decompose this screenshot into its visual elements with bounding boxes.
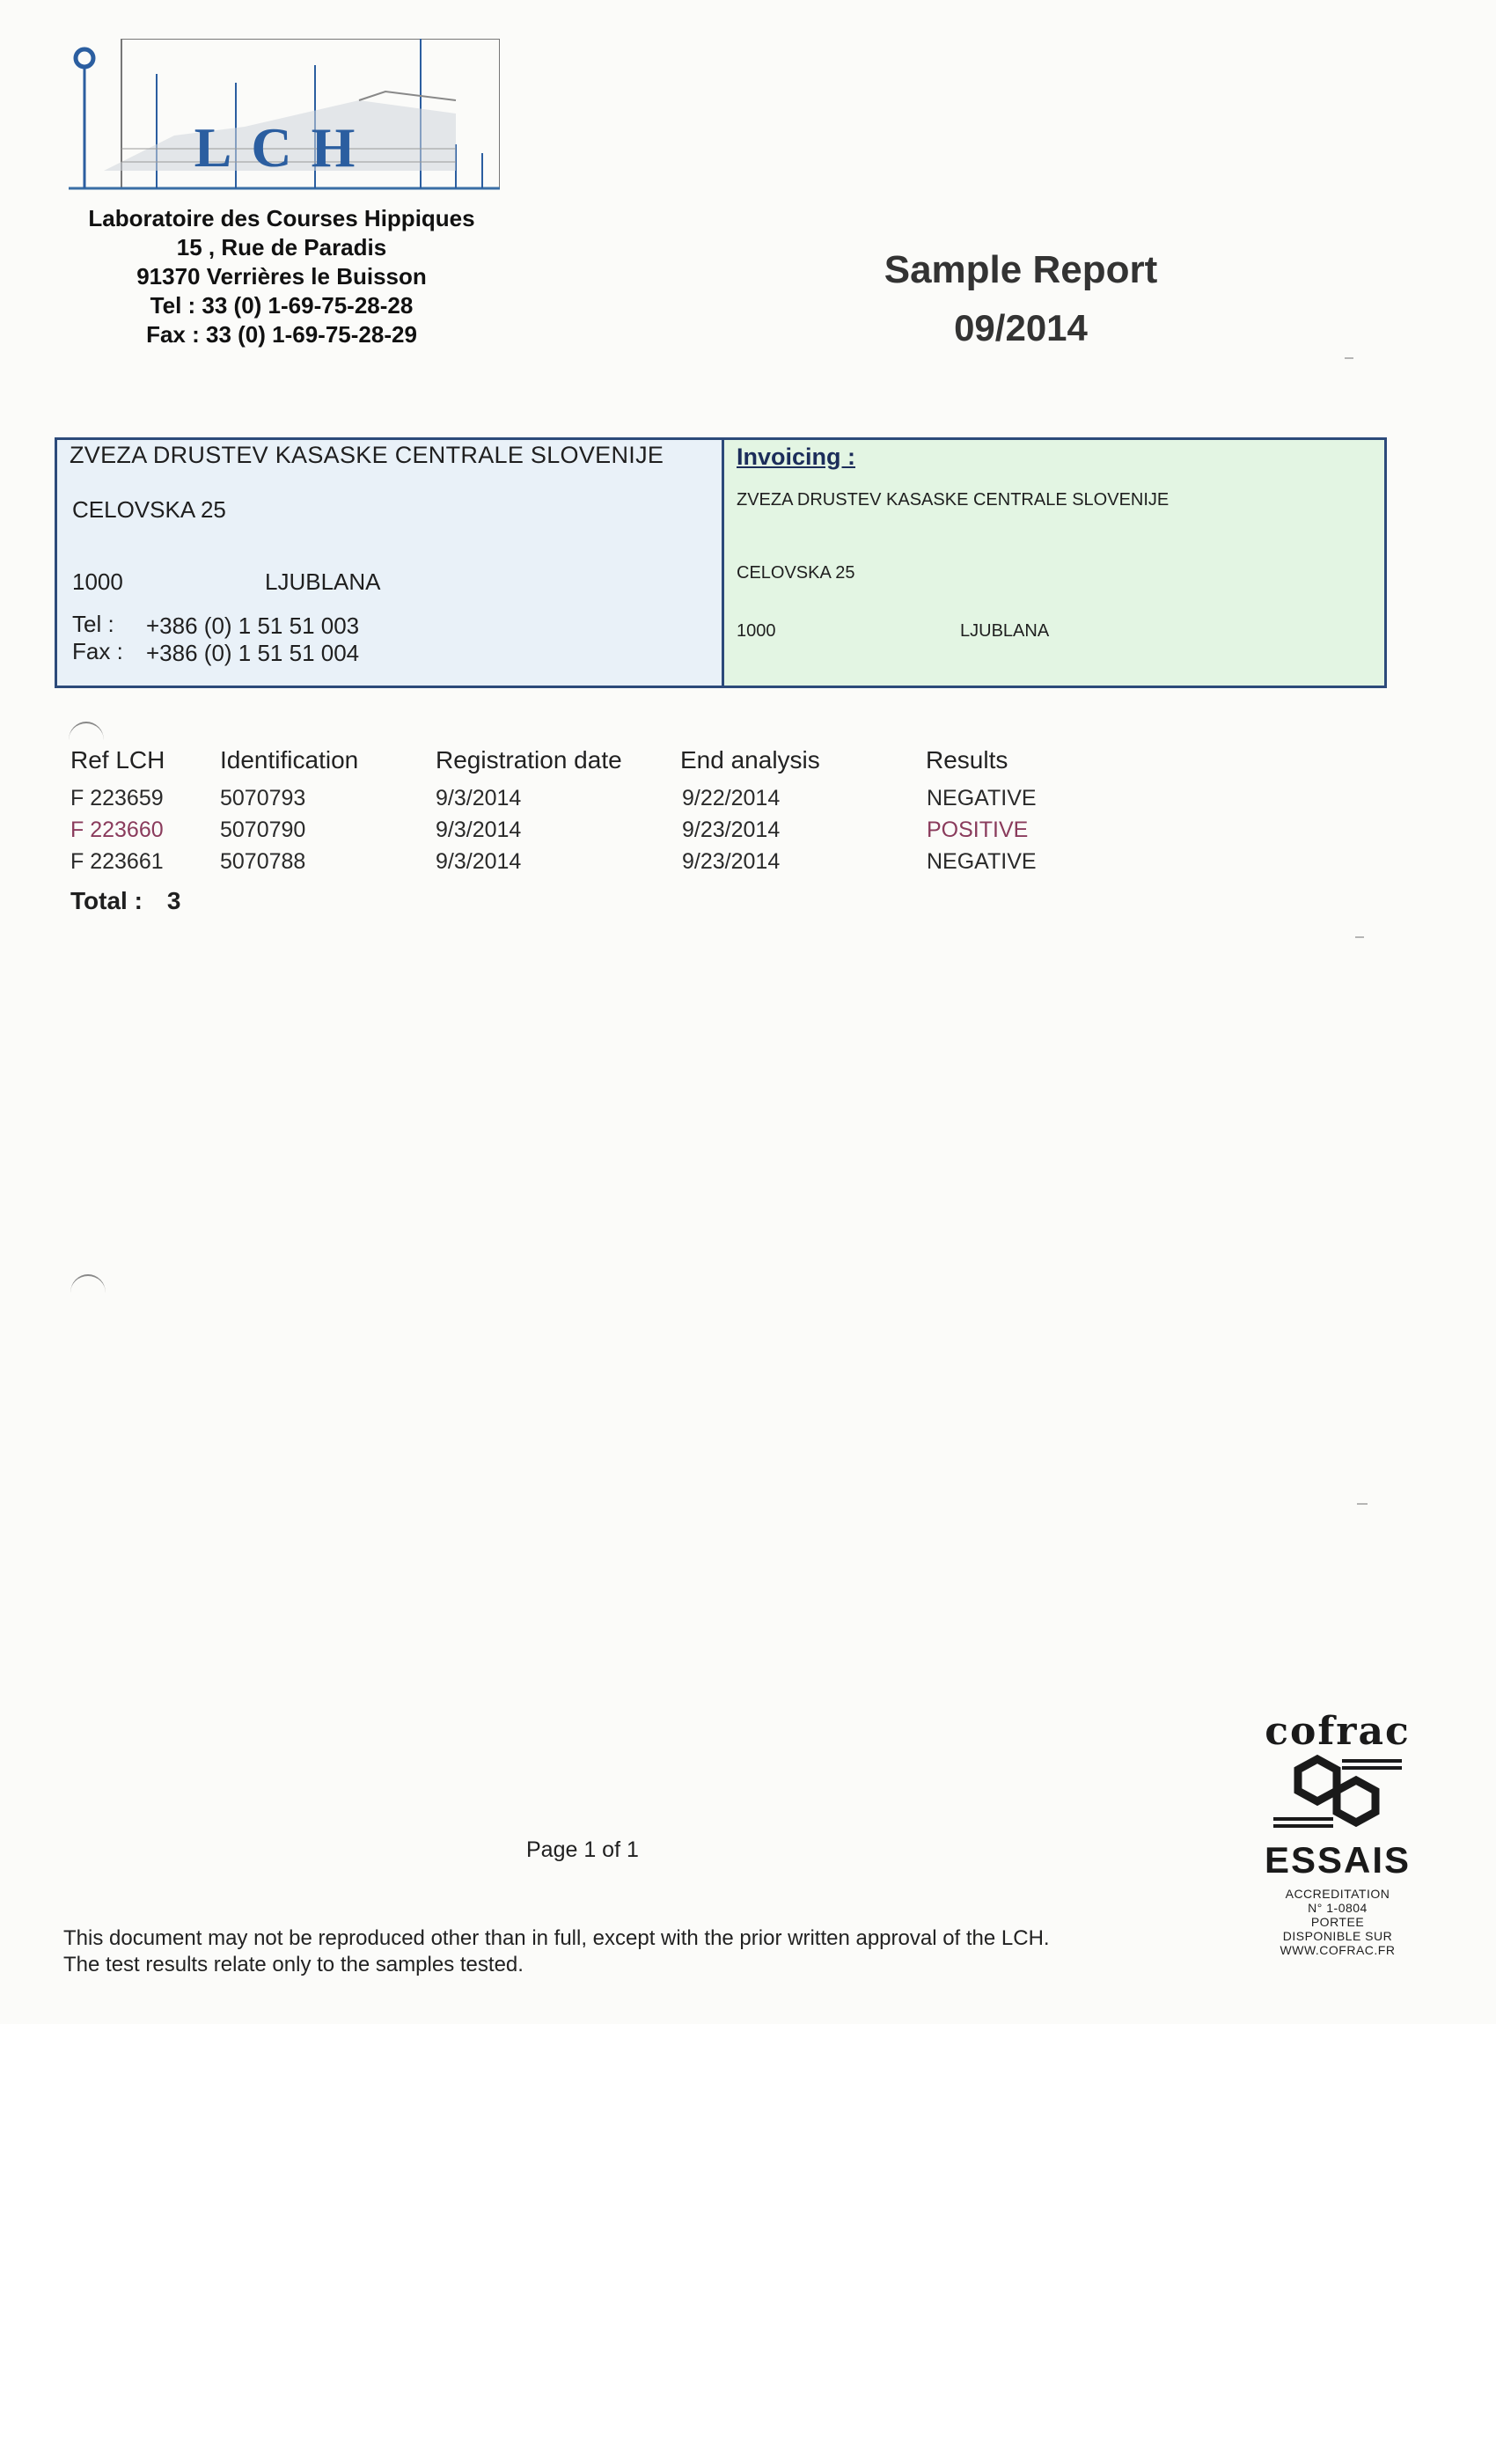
report-title-text: Sample Report [884,248,1158,291]
client-street: CELOVSKA 25 [72,496,226,523]
cell-end-analysis: 9/23/2014 [682,818,781,842]
invoicing-heading: Invoicing : [737,444,855,470]
cofrac-acc-line: PORTEE [1310,1915,1365,1929]
cell-registration-date: 9/3/2014 [436,849,522,874]
cofrac-acc-line: DISPONIBLE SUR [1282,1929,1393,1943]
report-period: 09/2014 [954,307,1088,348]
cell-identification: 5070793 [220,786,306,810]
cell-registration-date: 9/3/2014 [436,786,522,810]
punch-hole-bottom [70,1274,106,1311]
client-city: LJUBLANA [265,568,381,595]
footer-disclaimer [63,1925,1050,1978]
logo-text: LCH [194,116,375,179]
cofrac-accreditation-text [1254,1887,1421,1957]
cell-end-analysis: 9/23/2014 [682,849,781,874]
cell-result: NEGATIVE [927,786,1037,810]
header-results: Results [926,746,1008,774]
client-fax: +386 (0) 1 51 51 004 [146,640,360,666]
invoicing-city: LJUBLANA [960,621,1050,641]
client-zip: 1000 [72,568,123,595]
footer-line1: This document may not be reproduced other than in full, except with the prior written approval of the LCH. [63,1926,1050,1950]
footer-line2: The test results relate only to the samples tested. [63,1953,524,1976]
total [70,887,181,915]
cell-result-positive: POSITIVE [927,818,1029,842]
cell-ref: F 223660 [70,818,164,842]
invoicing-address-box [722,437,1387,688]
speck [1345,357,1353,359]
header-ref-lch: Ref LCH [70,746,165,774]
lab-fax: Fax : 33 (0) 1-69-75-28-29 [146,321,417,348]
page-number: Page 1 of 1 [526,1837,639,1862]
total-value: 3 [166,887,181,914]
cell-ref: F 223661 [70,849,164,874]
header-identification: Identification [220,746,359,774]
invoicing-zip: 1000 [737,621,776,641]
lab-info [35,204,528,349]
cell-end-analysis: 9/22/2014 [682,786,781,810]
cell-identification: 5070790 [220,818,306,842]
lab-address-line2: 91370 Verrières le Buisson [136,263,427,290]
total-label: Total : [70,887,143,914]
cofrac-logo: cofrac [1265,1709,1411,1754]
client-address-box [55,437,725,688]
header-end-analysis: End analysis [680,746,820,774]
cofrac-accreditation [1254,1709,1421,1957]
cofrac-acc-line: ACCREDITATION [1285,1887,1390,1901]
client-name: ZVEZA DRUSTEV KASASKE CENTRALE SLOVENIJE [70,442,664,468]
client-tel-label: Tel : [72,611,114,637]
header-registration-date: Registration date [436,746,622,774]
cell-identification: 5070788 [220,849,306,874]
cell-registration-date: 9/3/2014 [436,818,522,842]
lab-address-line1: 15 , Rue de Paradis [176,234,387,260]
cell-ref: F 223659 [70,786,164,810]
lch-logo [69,39,500,197]
invoicing-street: CELOVSKA 25 [737,563,855,583]
client-tel: +386 (0) 1 51 51 003 [146,612,360,639]
cofrac-essais: ESSAIS [1264,1839,1412,1881]
invoicing-name: ZVEZA DRUSTEV KASASKE CENTRALE SLOVENIJE [737,490,1170,510]
lab-name: Laboratoire des Courses Hippiques [88,205,475,231]
report-title [827,245,1214,354]
cell-result: NEGATIVE [927,849,1037,874]
speck [1355,936,1364,938]
cofrac-acc-number: N° 1-0804 [1308,1901,1368,1915]
lab-tel: Tel : 33 (0) 1-69-75-28-28 [150,292,414,319]
client-fax-label: Fax : [72,638,123,664]
cofrac-acc-url: WWW.COFRAC.FR [1280,1943,1396,1957]
speck [1357,1503,1368,1505]
cofrac-hexagon-icon [1254,1754,1421,1837]
